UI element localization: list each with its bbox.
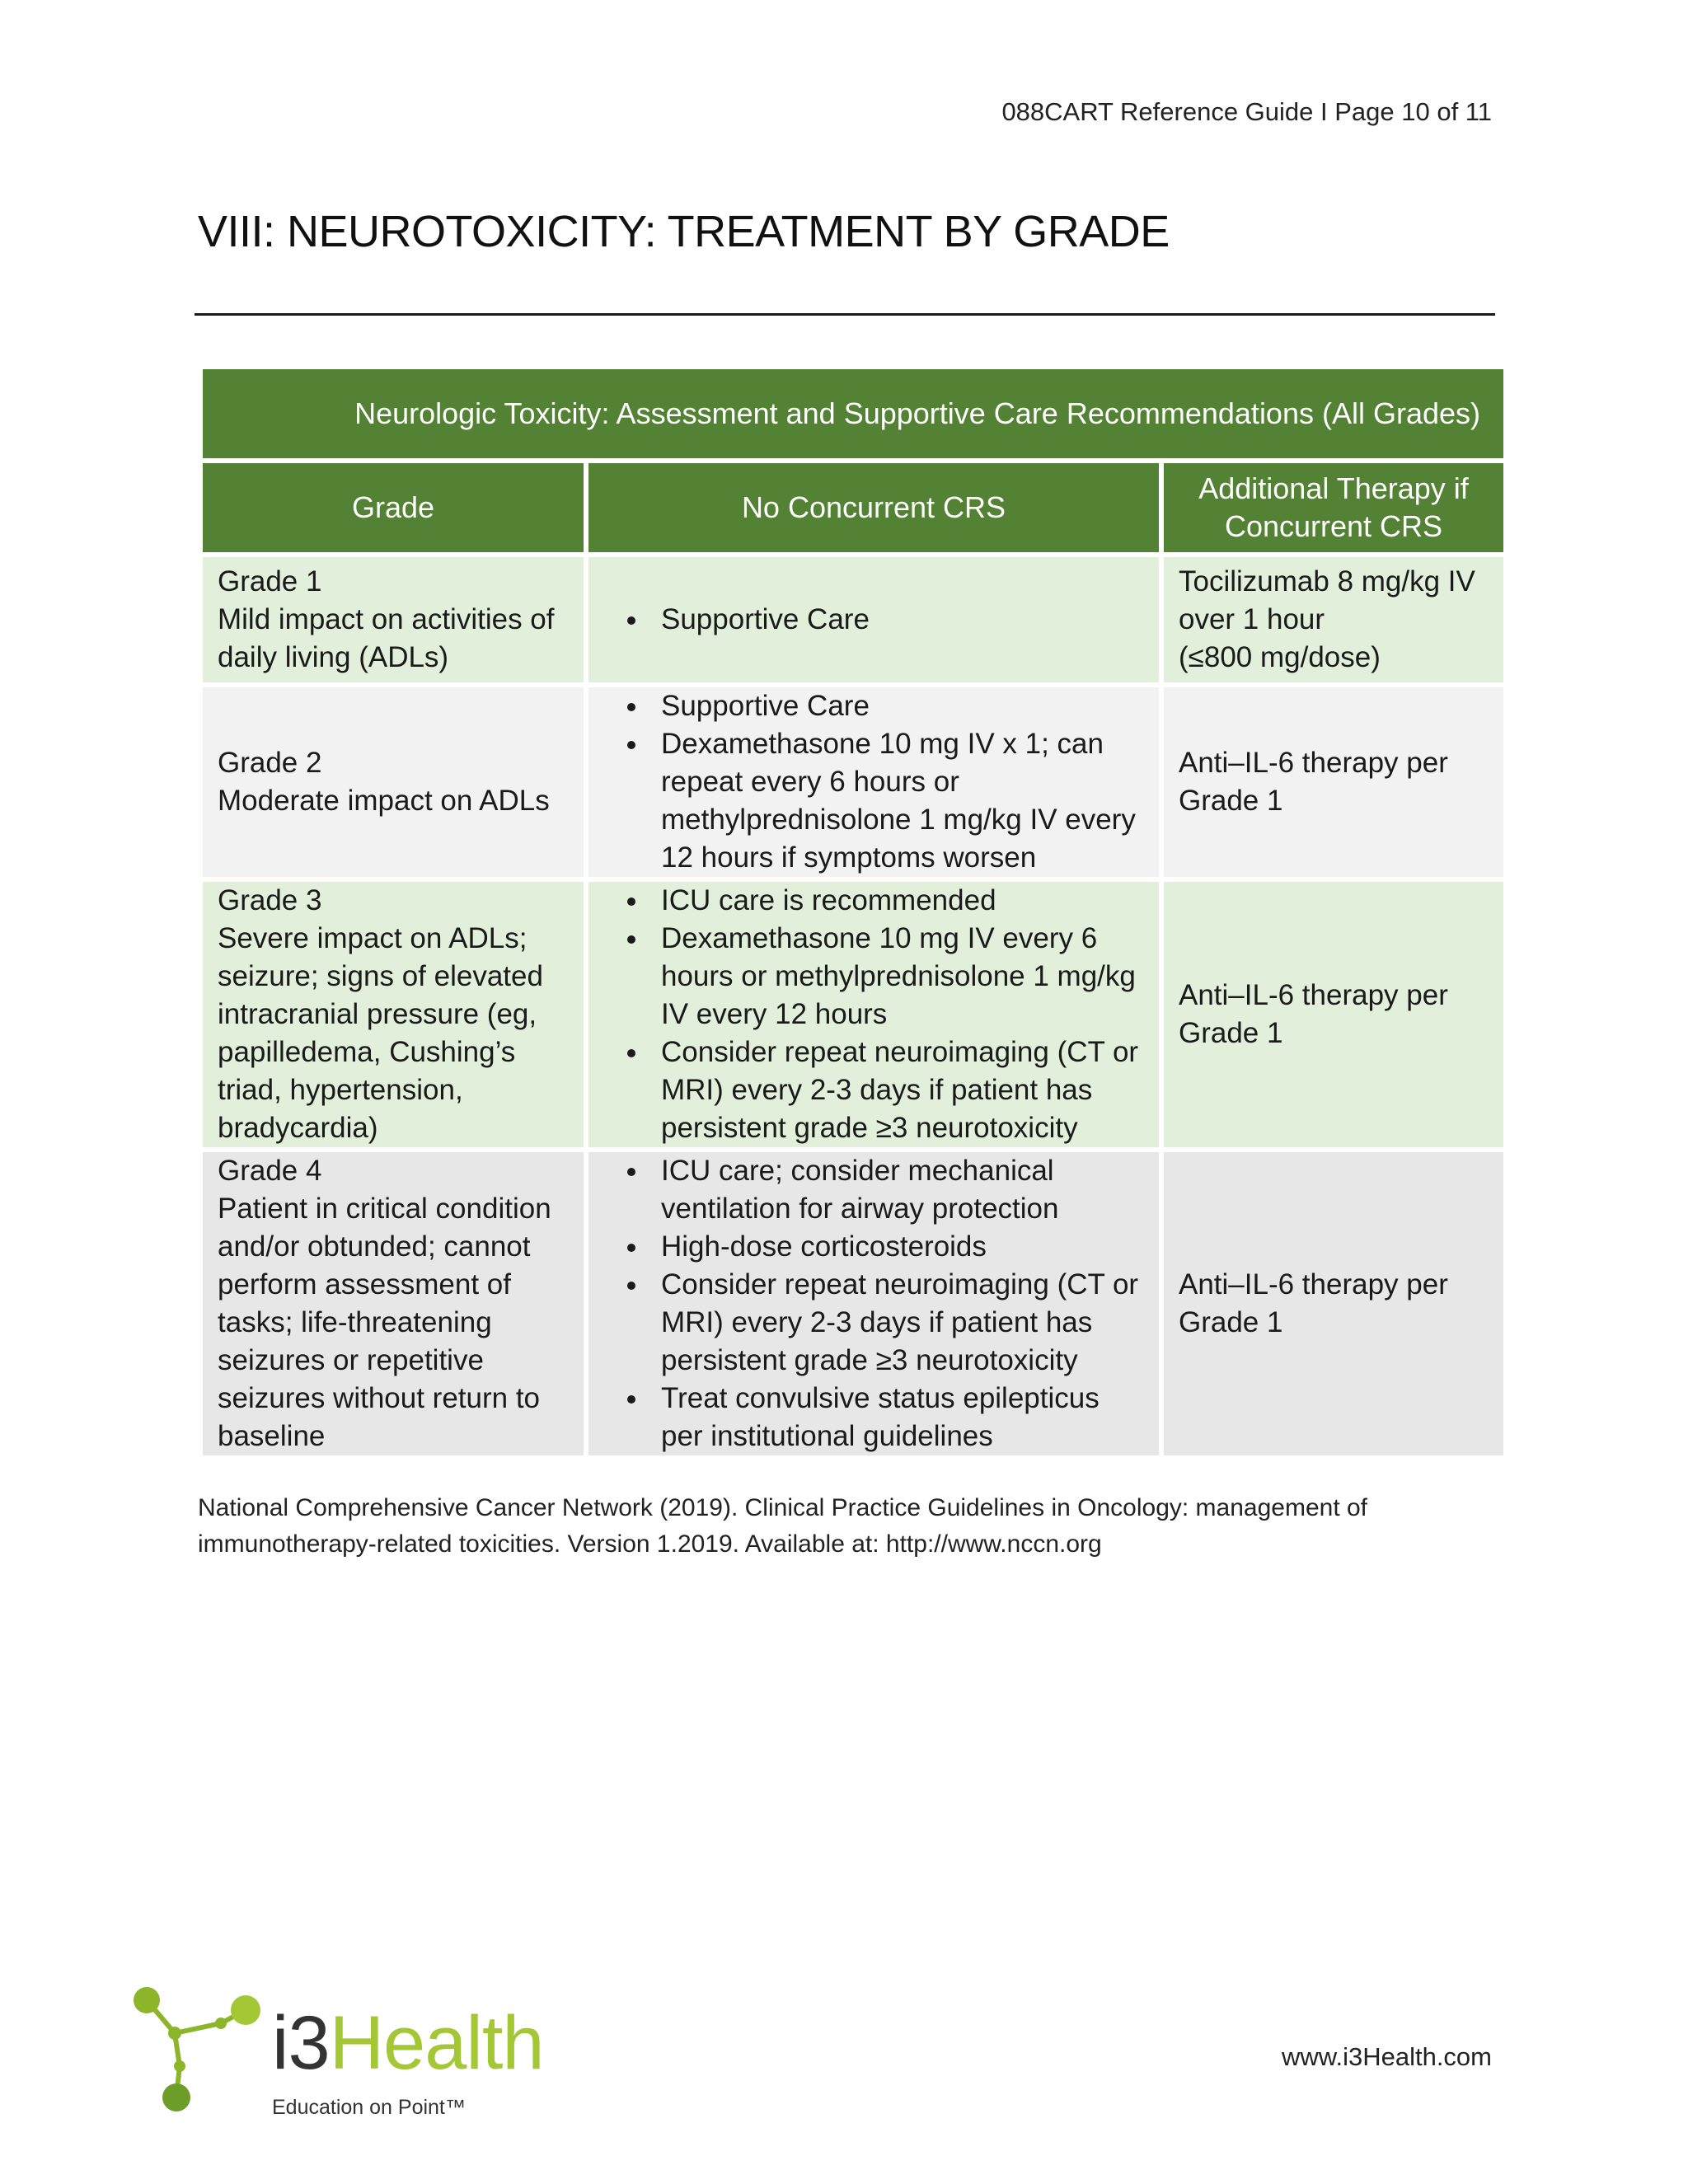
grade-description: Patient in critical condition and/or obtunded; cannot perform assessment of tasks; life-threatening seizures or repetitive seizures without return to baseline	[218, 1193, 551, 1452]
grade-label: Grade 1	[218, 565, 322, 598]
neurotoxicity-table	[198, 364, 1508, 1460]
therapy-text: Anti–IL-6 therapy per Grade 1	[1179, 747, 1448, 817]
molecule-icon	[124, 1974, 268, 2118]
list-item: • High-dose corticosteroids	[649, 1228, 1144, 1266]
concurrent-crs-cell	[1164, 557, 1503, 682]
concurrent-crs-cell	[1164, 687, 1503, 877]
list-item: • Dexamethasone 10 mg IV every 6 hours or methylprednisolone 1 mg/kg IV every 12 hours	[649, 920, 1144, 1033]
grade-label: Grade 2	[218, 747, 322, 779]
column-header-grade: Grade	[203, 463, 584, 552]
footer-url: www.i3Health.com	[1282, 2042, 1492, 2071]
therapy-text: Tocilizumab 8 mg/kg IV over 1 hour	[1179, 565, 1475, 635]
column-header-concurrent-crs: Additional Therapy if Concurrent CRS	[1164, 463, 1503, 552]
grade-label: Grade 4	[218, 1155, 322, 1187]
table-banner-row	[203, 369, 1503, 458]
no-crs-cell	[588, 1152, 1159, 1455]
no-crs-cell	[588, 882, 1159, 1147]
list-item: • Supportive Care	[649, 687, 1144, 725]
page-header: 088CART Reference Guide I Page 10 of 11	[1001, 97, 1492, 126]
concurrent-crs-cell	[1164, 1152, 1503, 1455]
table-banner: Neurologic Toxicity: Assessment and Supportive Care Recommendations (All Grades)	[203, 369, 1503, 458]
table-row	[203, 1152, 1503, 1455]
therapy-text: (≤800 mg/dose)	[1179, 641, 1381, 673]
table-row	[203, 882, 1503, 1147]
list-item: • Supportive Care	[649, 601, 1144, 639]
therapy-text: Anti–IL-6 therapy per Grade 1	[1179, 1268, 1448, 1338]
table-header-row	[203, 463, 1503, 552]
grade-description: Severe impact on ADLs; seizure; signs of elevated intracranial pressure (eg, papilledema, Cushing’s triad, hypertension, bradycardia)	[218, 922, 543, 1144]
column-header-no-crs: No Concurrent CRS	[588, 463, 1159, 552]
grade-description: Moderate impact on ADLs	[218, 785, 550, 817]
grade-cell	[203, 1152, 584, 1455]
grade-cell	[203, 687, 584, 877]
grade-label: Grade 3	[218, 884, 322, 916]
no-crs-cell	[588, 557, 1159, 682]
list-item: • ICU care; consider mechanical ventilation for airway protection	[649, 1152, 1144, 1228]
table-row	[203, 557, 1503, 682]
list-item: • Dexamethasone 10 mg IV x 1; can repeat every 6 hours or methylprednisolone 1 mg/kg IV every 12 hours if symptoms worsen	[649, 725, 1144, 877]
list-item: • Consider repeat neuroimaging (CT or MRI) every 2-3 days if patient has persistent grade ≥3 neurotoxicity	[649, 1033, 1144, 1147]
list-item: • ICU care is recommended	[649, 882, 1144, 920]
logo-wordmark: i3Health	[272, 2001, 544, 2085]
section-title: VIII: NEUROTOXICITY: TREATMENT BY GRADE	[198, 207, 1170, 256]
citation-line: National Comprehensive Cancer Network (2019). Clinical Practice Guidelines in Oncology: management of	[198, 1494, 1368, 1521]
no-crs-cell	[588, 687, 1159, 877]
logo-tagline: Education on Point™	[272, 2096, 466, 2119]
concurrent-crs-cell	[1164, 882, 1503, 1147]
citation	[198, 1490, 1500, 1563]
list-item: • Consider repeat neuroimaging (CT or MRI) every 2-3 days if patient has persistent grade ≥3 neurotoxicity	[649, 1266, 1144, 1380]
citation-line: immunotherapy-related toxicities. Version 1.2019. Available at: http://www.nccn.org	[198, 1530, 1102, 1558]
therapy-text: Anti–IL-6 therapy per Grade 1	[1179, 979, 1448, 1049]
title-divider	[195, 313, 1495, 316]
grade-cell	[203, 882, 584, 1147]
grade-cell	[203, 557, 584, 682]
table-row	[203, 687, 1503, 877]
list-item: • Treat convulsive status epilepticus per institutional guidelines	[649, 1380, 1144, 1455]
grade-description: Mild impact on activities of daily living (ADLs)	[218, 603, 555, 673]
i3health-logo	[124, 1974, 552, 2139]
